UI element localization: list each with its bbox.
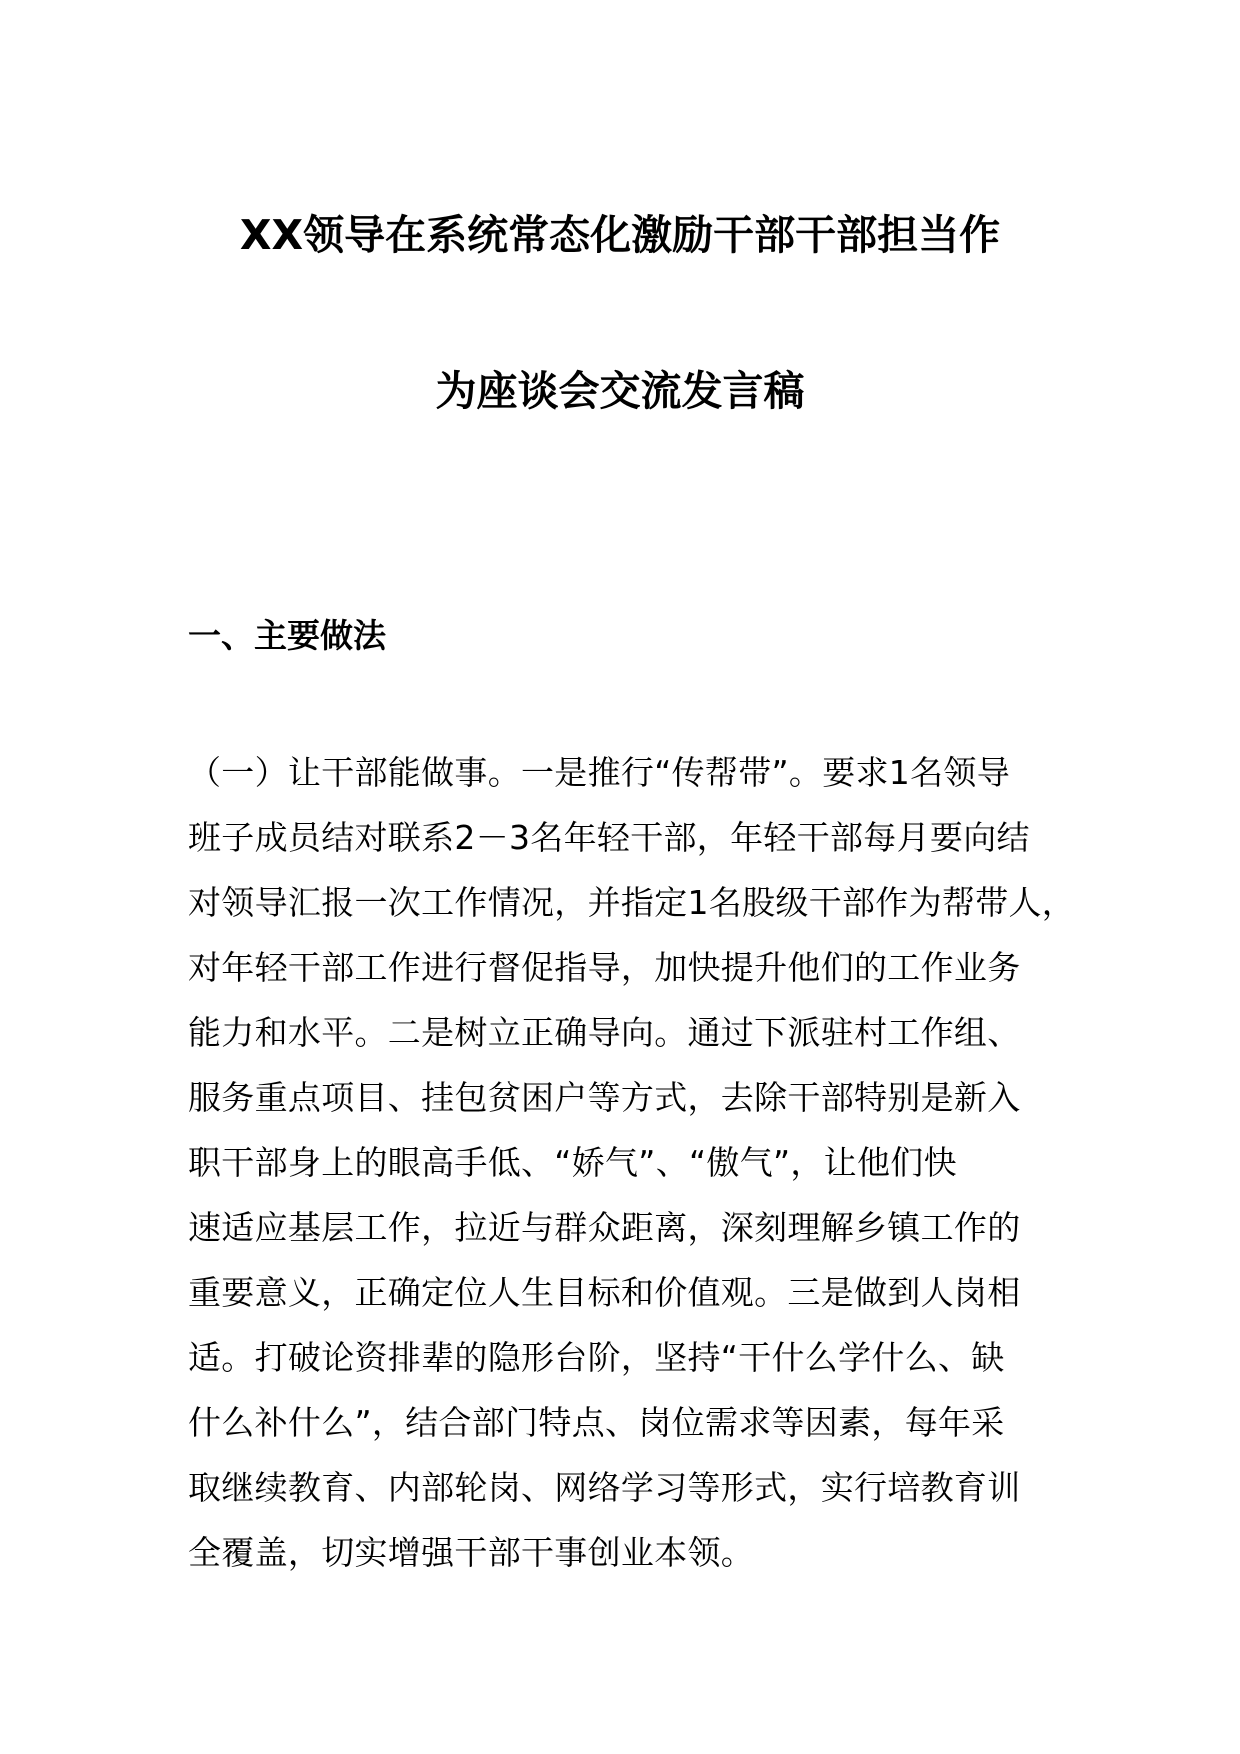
paragraph-line: 什么补什么”，结合部门特点、岗位需求等因素，每年采 — [188, 1403, 1005, 1442]
paragraph-line: 职干部身上的眼高手低、“娇气”、“傲气”，让他们快 — [188, 1143, 957, 1182]
paragraph-line: 能力和水平。二是树立正确导向。通过下派驻村工作组、 — [188, 1013, 1021, 1052]
paragraph-line: 适。打破论资排辈的隐形台阶，坚持“干什么学什么、缺 — [188, 1338, 1005, 1377]
paragraph-line: 服务重点项目、挂包贫困户等方式，去除干部特别是新入 — [188, 1078, 1021, 1117]
body-paragraph — [188, 740, 1088, 1585]
paragraph-line: 全覆盖，切实增强干部干事创业本领。 — [188, 1533, 755, 1572]
paragraph-line: 速适应基层工作，拉近与群众距离，深刻理解乡镇工作的 — [188, 1208, 1021, 1247]
paragraph-line: 班子成员结对联系2－3名年轻干部，年轻干部每月要向结 — [188, 818, 1030, 857]
document-title-line-1: XX领导在系统常态化激励干部干部担当作 — [239, 211, 1001, 259]
section-heading: 一、主要做法 — [188, 616, 386, 655]
paragraph-line: 对领导汇报一次工作情况，并指定1名股级干部作为帮带人， — [188, 883, 1076, 922]
paragraph-line: 取继续教育、内部轮岗、网络学习等形式，实行培教育训 — [188, 1468, 1021, 1507]
paragraph-line: 重要意义，正确定位人生目标和价值观。三是做到人岗相 — [188, 1273, 1021, 1312]
document-title-line-2: 为座谈会交流发言稿 — [435, 367, 805, 415]
paragraph-line: 对年轻干部工作进行督促指导，加快提升他们的工作业务 — [188, 948, 1021, 987]
paragraph-line: （一）让干部能做事。一是推行“传帮带”。要求1名领导 — [188, 753, 1010, 792]
